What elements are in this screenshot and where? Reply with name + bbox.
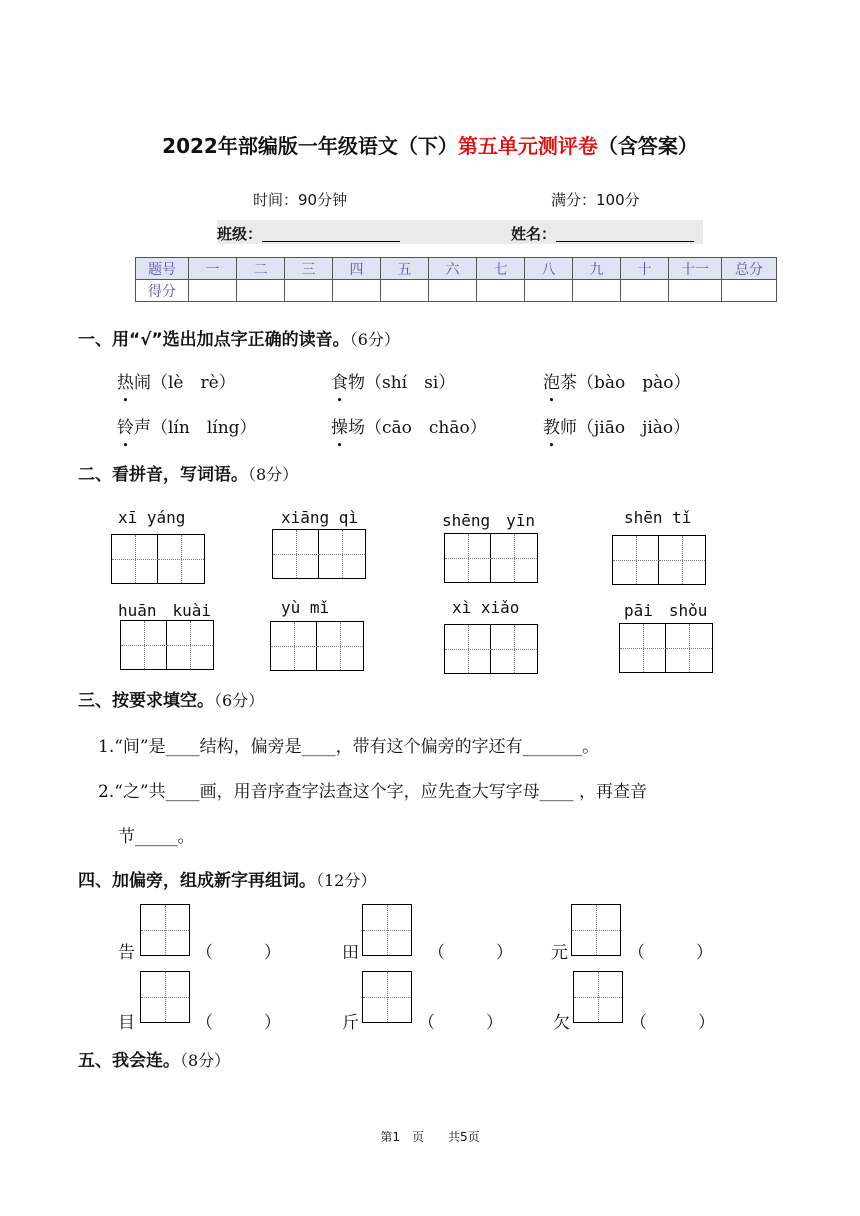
score-head-cell: 七: [477, 258, 525, 280]
radical-box[interactable]: [362, 904, 412, 956]
radical-box[interactable]: [571, 904, 621, 956]
reading-choice-item[interactable]: [543, 368, 691, 393]
pinyin-label: xì xiǎo: [452, 598, 520, 617]
writing-grid[interactable]: [111, 534, 205, 584]
base-character: 斤: [342, 1013, 359, 1033]
pinyin-label: shēng yīn: [442, 511, 536, 530]
base-character: 目: [118, 1013, 135, 1033]
score-head-cell: 十: [621, 258, 669, 280]
base-character: 田: [342, 943, 359, 963]
fill-question-1: 1.“间”是____结构，偏旁是____，带有这个偏旁的字还有_______。: [98, 737, 600, 757]
reading-choice-item[interactable]: [117, 413, 257, 438]
section-5-heading: 五、我会连。（8分）: [78, 1051, 231, 1071]
class-field[interactable]: 班级：: [217, 223, 262, 244]
reading-options: 场（cāo chāo）: [348, 418, 487, 438]
name-bar: [217, 220, 703, 244]
score-cell[interactable]: [237, 280, 285, 302]
reading-choice-item[interactable]: [331, 368, 455, 393]
score-head-cell: 三: [285, 258, 333, 280]
reading-options: 物（shí si）: [348, 373, 456, 393]
writing-grid[interactable]: [612, 535, 706, 585]
pinyin-label: huān kuài: [118, 601, 212, 620]
reading-options: 师（jiāo jiào）: [560, 418, 691, 438]
dotted-char: 食: [331, 373, 348, 393]
score-head-cell: 题号: [136, 258, 189, 280]
word-answer-blank[interactable]: （ ）: [428, 943, 513, 963]
name-field[interactable]: 姓名：: [511, 223, 556, 244]
score-head-cell: 八: [525, 258, 573, 280]
section-3-heading: 三、按要求填空。（6分）: [78, 691, 265, 711]
score-cell[interactable]: [573, 280, 621, 302]
writing-grid[interactable]: [444, 624, 538, 674]
score-head-cell: 二: [237, 258, 285, 280]
reading-choice-item[interactable]: [117, 368, 236, 393]
reading-choice-item[interactable]: [543, 413, 690, 438]
word-answer-blank[interactable]: （ ）: [196, 943, 281, 963]
fill-question-2: 2.“之”共____画，用音序查字法查这个字，应先查大写字母____ ，再查音: [98, 782, 648, 802]
section-2-heading: 二、看拼音，写词语。（8分）: [78, 465, 299, 485]
exam-time: 时间：90分钟: [253, 191, 348, 209]
score-cell[interactable]: [333, 280, 381, 302]
score-head-cell: 六: [429, 258, 477, 280]
section-1-heading: 一、用“√”选出加点字正确的读音。（6分）: [78, 330, 400, 350]
score-head-cell: 四: [333, 258, 381, 280]
fill-question-2-cont: 节_____。: [118, 827, 195, 847]
score-cell[interactable]: [285, 280, 333, 302]
writing-grid[interactable]: [270, 621, 364, 671]
writing-grid[interactable]: [120, 620, 214, 670]
base-character: 告: [118, 943, 135, 963]
radical-box[interactable]: [573, 971, 623, 1023]
score-table: [135, 257, 777, 302]
reading-options: 茶（bào pào）: [560, 373, 691, 393]
score-cell[interactable]: [381, 280, 429, 302]
pinyin-label: xī yáng: [118, 508, 186, 527]
base-character: 元: [551, 943, 568, 963]
reading-choice-item[interactable]: [331, 413, 487, 438]
score-head-cell: 十一: [669, 258, 722, 280]
dotted-char: 泡: [543, 373, 560, 393]
pinyin-label: yù mǐ: [281, 598, 330, 617]
radical-box[interactable]: [140, 904, 190, 956]
score-cell[interactable]: [429, 280, 477, 302]
word-answer-blank[interactable]: （ ）: [196, 1013, 281, 1033]
pinyin-label: pāi shǒu: [624, 601, 708, 620]
section-4-heading: 四、加偏旁，组成新字再组词。（12分）: [78, 871, 377, 891]
word-answer-blank[interactable]: （ ）: [630, 1013, 715, 1033]
pinyin-label: xiāng qì: [281, 508, 359, 527]
radical-box[interactable]: [362, 971, 412, 1023]
page-footer: 第1 页 共5页: [380, 1130, 480, 1144]
score-head-cell: 一: [189, 258, 237, 280]
dotted-char: 铃: [117, 418, 134, 438]
score-cell[interactable]: [621, 280, 669, 302]
score-cell[interactable]: [477, 280, 525, 302]
radical-box[interactable]: [140, 971, 190, 1023]
page-title: 2022年部编版一年级语文（下）第五单元测评卷（含答案）: [162, 134, 698, 158]
reading-options: 声（lín líng）: [134, 418, 257, 438]
reading-options: 闹（lè rè）: [134, 373, 236, 393]
score-head-cell: 九: [573, 258, 621, 280]
dotted-char: 热: [117, 373, 134, 393]
score-cell[interactable]: [669, 280, 722, 302]
word-answer-blank[interactable]: （ ）: [628, 943, 713, 963]
writing-grid[interactable]: [619, 623, 713, 673]
score-cell[interactable]: [525, 280, 573, 302]
word-answer-blank[interactable]: （ ）: [418, 1013, 503, 1033]
full-score: 满分：100分: [551, 191, 640, 209]
writing-grid[interactable]: [444, 533, 538, 583]
score-cell[interactable]: [189, 280, 237, 302]
score-row-label: 得分: [136, 280, 189, 302]
base-character: 欠: [553, 1013, 570, 1033]
writing-grid[interactable]: [272, 529, 366, 579]
pinyin-label: shēn tǐ: [624, 508, 692, 527]
score-head-cell: 总分: [722, 258, 777, 280]
score-head-cell: 五: [381, 258, 429, 280]
dotted-char: 教: [543, 418, 560, 438]
dotted-char: 操: [331, 418, 348, 438]
score-cell[interactable]: [722, 280, 777, 302]
